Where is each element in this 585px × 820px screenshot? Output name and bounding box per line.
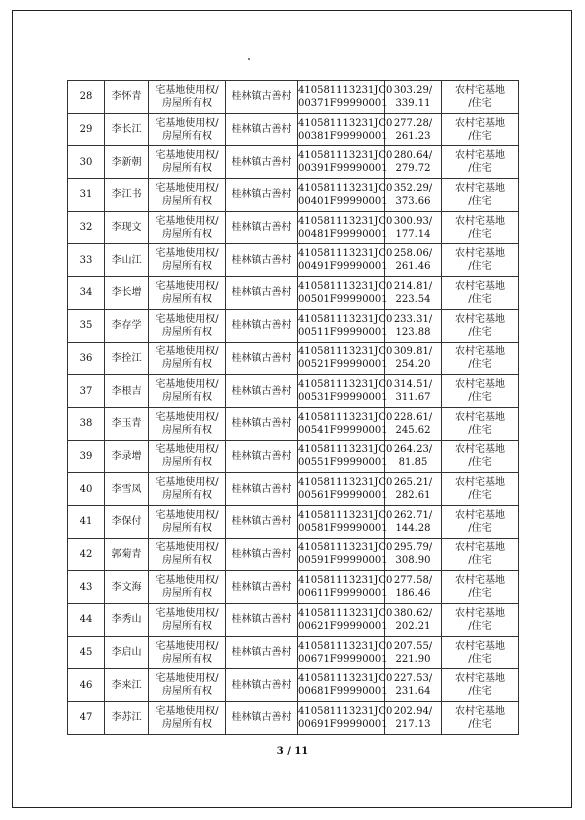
row-number-cell: 38 (68, 407, 105, 440)
page-number: 3 / 11 (276, 746, 309, 757)
table-row (68, 277, 519, 310)
right-type-cell: 宅基地使用权/ 房屋所有权 (149, 179, 226, 212)
area-cell: 214.81/ 223.54 (385, 277, 442, 310)
table-row (68, 702, 519, 735)
right-type-cell: 宅基地使用权/ 房屋所有权 (149, 636, 226, 669)
table-row (68, 636, 519, 669)
area-cell: 228.61/ 245.62 (385, 407, 442, 440)
usage-cell: 农村宅基地 /住宅 (442, 604, 519, 637)
row-number-cell: 32 (68, 211, 105, 244)
table-row (68, 604, 519, 637)
owner-name-cell: 李根吉 (105, 375, 149, 408)
table-row (68, 179, 519, 212)
usage-cell: 农村宅基地 /住宅 (442, 440, 519, 473)
usage-cell: 农村宅基地 /住宅 (442, 179, 519, 212)
right-type-cell: 宅基地使用权/ 房屋所有权 (149, 505, 226, 538)
unit-code-cell: 410581113231JC0 00691F99990001 (298, 702, 385, 735)
owner-name-cell: 郭菊青 (105, 538, 149, 571)
table-row (68, 669, 519, 702)
unit-code-cell: 410581113231JC0 00581F99990001 (298, 505, 385, 538)
usage-cell: 农村宅基地 /住宅 (442, 571, 519, 604)
area-cell: 380.62/ 202.21 (385, 604, 442, 637)
records-table-body (68, 81, 519, 735)
location-cell: 桂林镇古善村 (226, 407, 298, 440)
usage-cell: 农村宅基地 /住宅 (442, 277, 519, 310)
owner-name-cell: 李雪凤 (105, 473, 149, 506)
right-type-cell: 宅基地使用权/ 房屋所有权 (149, 277, 226, 310)
location-cell: 桂林镇古善村 (226, 604, 298, 637)
usage-cell: 农村宅基地 /住宅 (442, 342, 519, 375)
unit-code-cell: 410581113231JC0 00671F99990001 (298, 636, 385, 669)
owner-name-cell: 李苏江 (105, 702, 149, 735)
usage-cell: 农村宅基地 /住宅 (442, 505, 519, 538)
unit-code-cell: 410581113231JC0 00551F99990001 (298, 440, 385, 473)
owner-name-cell: 李现文 (105, 211, 149, 244)
row-number-cell: 31 (68, 179, 105, 212)
location-cell: 桂林镇古善村 (226, 342, 298, 375)
scan-speck (248, 58, 250, 60)
owner-name-cell: 李新朝 (105, 146, 149, 179)
usage-cell: 农村宅基地 /住宅 (442, 309, 519, 342)
row-number-cell: 35 (68, 309, 105, 342)
right-type-cell: 宅基地使用权/ 房屋所有权 (149, 669, 226, 702)
owner-name-cell: 李拴江 (105, 342, 149, 375)
area-cell: 277.28/ 261.23 (385, 113, 442, 146)
usage-cell: 农村宅基地 /住宅 (442, 244, 519, 277)
table-row (68, 113, 519, 146)
unit-code-cell: 410581113231JC0 00541F99990001 (298, 407, 385, 440)
area-cell: 300.93/ 177.14 (385, 211, 442, 244)
usage-cell: 农村宅基地 /住宅 (442, 473, 519, 506)
location-cell: 桂林镇古善村 (226, 538, 298, 571)
location-cell: 桂林镇古善村 (226, 375, 298, 408)
area-cell: 262.71/ 144.28 (385, 505, 442, 538)
row-number-cell: 37 (68, 375, 105, 408)
owner-name-cell: 李启山 (105, 636, 149, 669)
usage-cell: 农村宅基地 /住宅 (442, 146, 519, 179)
area-cell: 265.21/ 282.61 (385, 473, 442, 506)
location-cell: 桂林镇古善村 (226, 669, 298, 702)
owner-name-cell: 李秀山 (105, 604, 149, 637)
table-row (68, 440, 519, 473)
row-number-cell: 29 (68, 113, 105, 146)
location-cell: 桂林镇古善村 (226, 81, 298, 114)
unit-code-cell: 410581113231JC0 00591F99990001 (298, 538, 385, 571)
unit-code-cell: 410581113231JC0 00481F99990001 (298, 211, 385, 244)
usage-cell: 农村宅基地 /住宅 (442, 113, 519, 146)
right-type-cell: 宅基地使用权/ 房屋所有权 (149, 146, 226, 179)
owner-name-cell: 李江书 (105, 179, 149, 212)
usage-cell: 农村宅基地 /住宅 (442, 636, 519, 669)
row-number-cell: 36 (68, 342, 105, 375)
unit-code-cell: 410581113231JC0 00611F99990001 (298, 571, 385, 604)
usage-cell: 农村宅基地 /住宅 (442, 538, 519, 571)
owner-name-cell: 李山江 (105, 244, 149, 277)
area-cell: 309.81/ 254.20 (385, 342, 442, 375)
area-cell: 233.31/ 123.88 (385, 309, 442, 342)
table-row (68, 505, 519, 538)
table-row (68, 375, 519, 408)
table-row (68, 146, 519, 179)
unit-code-cell: 410581113231JC0 00401F99990001 (298, 179, 385, 212)
table-row (68, 473, 519, 506)
location-cell: 桂林镇古善村 (226, 440, 298, 473)
right-type-cell: 宅基地使用权/ 房屋所有权 (149, 702, 226, 735)
table-row (68, 571, 519, 604)
area-cell: 303.29/ 339.11 (385, 81, 442, 114)
table-row (68, 407, 519, 440)
right-type-cell: 宅基地使用权/ 房屋所有权 (149, 211, 226, 244)
area-cell: 277.58/ 186.46 (385, 571, 442, 604)
unit-code-cell: 410581113231JC0 00681F99990001 (298, 669, 385, 702)
location-cell: 桂林镇古善村 (226, 146, 298, 179)
row-number-cell: 28 (68, 81, 105, 114)
row-number-cell: 33 (68, 244, 105, 277)
unit-code-cell: 410581113231JC0 00501F99990001 (298, 277, 385, 310)
row-number-cell: 44 (68, 604, 105, 637)
location-cell: 桂林镇古善村 (226, 277, 298, 310)
usage-cell: 农村宅基地 /住宅 (442, 375, 519, 408)
area-cell: 227.53/ 231.64 (385, 669, 442, 702)
row-number-cell: 47 (68, 702, 105, 735)
unit-code-cell: 410581113231JC0 00381F99990001 (298, 113, 385, 146)
right-type-cell: 宅基地使用权/ 房屋所有权 (149, 571, 226, 604)
owner-name-cell: 李文海 (105, 571, 149, 604)
table-row (68, 309, 519, 342)
right-type-cell: 宅基地使用权/ 房屋所有权 (149, 342, 226, 375)
owner-name-cell: 李玉青 (105, 407, 149, 440)
location-cell: 桂林镇古善村 (226, 309, 298, 342)
owner-name-cell: 李来江 (105, 669, 149, 702)
table-row (68, 342, 519, 375)
area-cell: 295.79/ 308.90 (385, 538, 442, 571)
right-type-cell: 宅基地使用权/ 房屋所有权 (149, 309, 226, 342)
location-cell: 桂林镇古善村 (226, 505, 298, 538)
row-number-cell: 42 (68, 538, 105, 571)
row-number-cell: 45 (68, 636, 105, 669)
table-row (68, 244, 519, 277)
unit-code-cell: 410581113231JC0 00531F99990001 (298, 375, 385, 408)
location-cell: 桂林镇古善村 (226, 244, 298, 277)
right-type-cell: 宅基地使用权/ 房屋所有权 (149, 375, 226, 408)
unit-code-cell: 410581113231JC0 00521F99990001 (298, 342, 385, 375)
right-type-cell: 宅基地使用权/ 房屋所有权 (149, 81, 226, 114)
usage-cell: 农村宅基地 /住宅 (442, 702, 519, 735)
owner-name-cell: 李保付 (105, 505, 149, 538)
owner-name-cell: 李长江 (105, 113, 149, 146)
location-cell: 桂林镇古善村 (226, 702, 298, 735)
usage-cell: 农村宅基地 /住宅 (442, 669, 519, 702)
unit-code-cell: 410581113231JC0 00511F99990001 (298, 309, 385, 342)
table-row (68, 538, 519, 571)
usage-cell: 农村宅基地 /住宅 (442, 81, 519, 114)
location-cell: 桂林镇古善村 (226, 571, 298, 604)
unit-code-cell: 410581113231JC0 00621F99990001 (298, 604, 385, 637)
right-type-cell: 宅基地使用权/ 房屋所有权 (149, 473, 226, 506)
location-cell: 桂林镇古善村 (226, 113, 298, 146)
row-number-cell: 30 (68, 146, 105, 179)
row-number-cell: 34 (68, 277, 105, 310)
unit-code-cell: 410581113231JC0 00491F99990001 (298, 244, 385, 277)
area-cell: 258.06/ 261.46 (385, 244, 442, 277)
right-type-cell: 宅基地使用权/ 房屋所有权 (149, 113, 226, 146)
area-cell: 207.55/ 221.90 (385, 636, 442, 669)
owner-name-cell: 李录增 (105, 440, 149, 473)
location-cell: 桂林镇古善村 (226, 179, 298, 212)
unit-code-cell: 410581113231JC0 00371F99990001 (298, 81, 385, 114)
owner-name-cell: 李长增 (105, 277, 149, 310)
right-type-cell: 宅基地使用权/ 房屋所有权 (149, 244, 226, 277)
unit-code-cell: 410581113231JC0 00391F99990001 (298, 146, 385, 179)
area-cell: 264.23/ 81.85 (385, 440, 442, 473)
records-table (67, 80, 519, 735)
row-number-cell: 41 (68, 505, 105, 538)
usage-cell: 农村宅基地 /住宅 (442, 407, 519, 440)
owner-name-cell: 李怀青 (105, 81, 149, 114)
location-cell: 桂林镇古善村 (226, 211, 298, 244)
row-number-cell: 40 (68, 473, 105, 506)
table-row (68, 211, 519, 244)
row-number-cell: 39 (68, 440, 105, 473)
table-row (68, 81, 519, 114)
unit-code-cell: 410581113231JC0 00561F99990001 (298, 473, 385, 506)
row-number-cell: 43 (68, 571, 105, 604)
area-cell: 202.94/ 217.13 (385, 702, 442, 735)
right-type-cell: 宅基地使用权/ 房屋所有权 (149, 407, 226, 440)
row-number-cell: 46 (68, 669, 105, 702)
right-type-cell: 宅基地使用权/ 房屋所有权 (149, 604, 226, 637)
area-cell: 352.29/ 373.66 (385, 179, 442, 212)
right-type-cell: 宅基地使用权/ 房屋所有权 (149, 440, 226, 473)
owner-name-cell: 李存学 (105, 309, 149, 342)
usage-cell: 农村宅基地 /住宅 (442, 211, 519, 244)
area-cell: 314.51/ 311.67 (385, 375, 442, 408)
location-cell: 桂林镇古善村 (226, 636, 298, 669)
location-cell: 桂林镇古善村 (226, 473, 298, 506)
area-cell: 280.64/ 279.72 (385, 146, 442, 179)
right-type-cell: 宅基地使用权/ 房屋所有权 (149, 538, 226, 571)
